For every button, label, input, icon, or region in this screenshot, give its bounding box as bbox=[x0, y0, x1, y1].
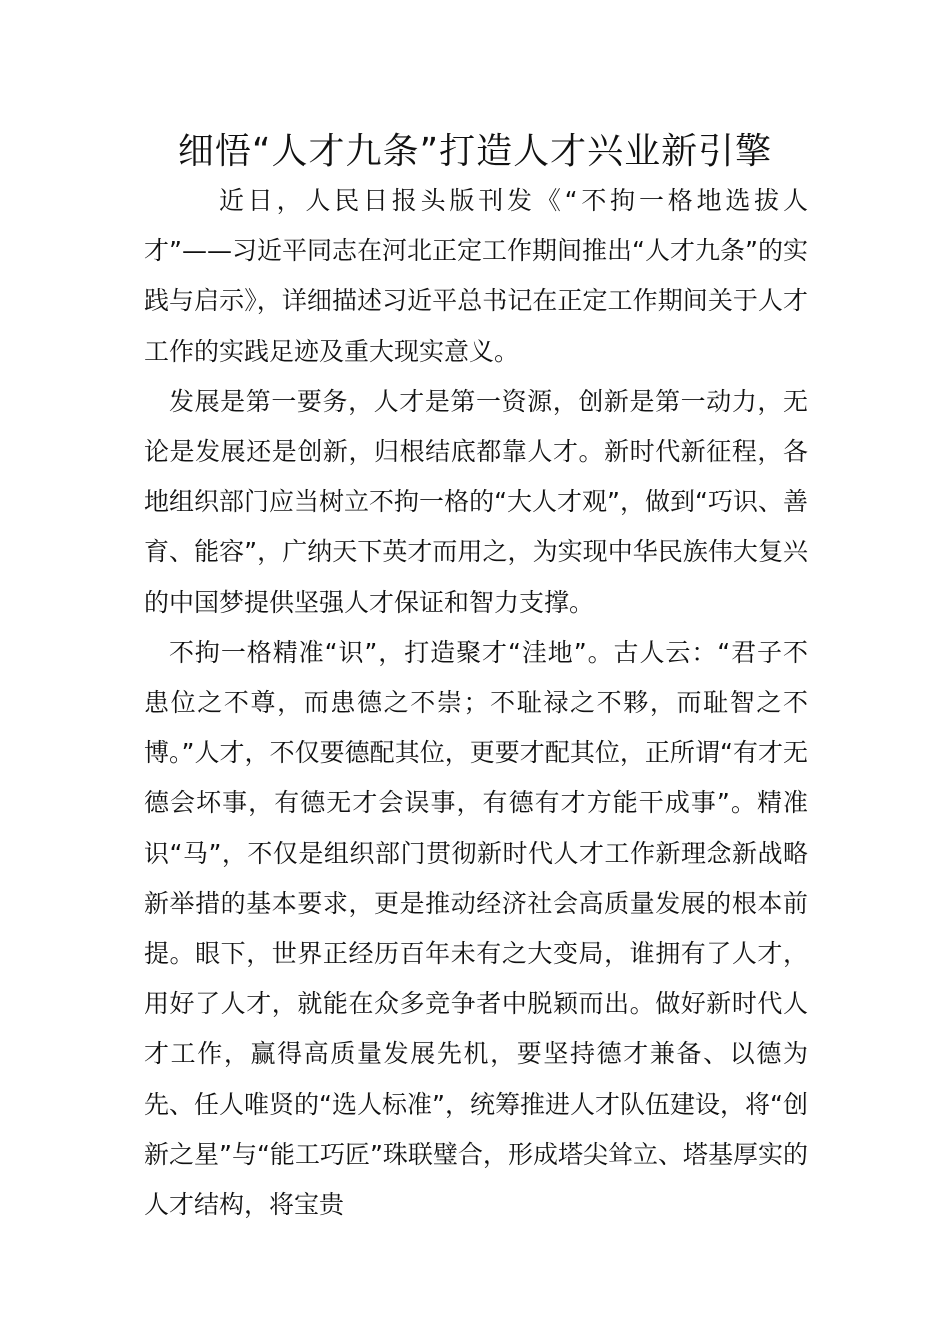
paragraph-development: 发展是第一要务，人才是第一资源，创新是第一动力，无论是发展还是创新，归根结底都靠人才。新时代新征程，各地组织部门应当树立不拘一格的“大人才观”，做到“巧识、善育、能容”，广纳天下英才而用之，为实现中华民族伟大复兴的中国梦提供坚强人才保证和智力支撑。 bbox=[144, 386, 808, 617]
document-body bbox=[144, 176, 808, 1230]
paragraph-intro: 近日，人民日报头版刊发《“不拘一格地选拔人才”——习近平同志在河北正定工作期间推出“人才九条”的实践与启示》，详细描述习近平总书记在正定工作期间关于人才工作的实践足迹及重大现实意义。 bbox=[144, 186, 808, 366]
paragraph-identify-talent: 不拘一格精准“识”，打造聚才“洼地”。古人云：“君子不患位之不尊，而患德之不崇；不耻禄之不夥，而耻智之不博。”人才，不仅要德配其位，更要才配其位，正所谓“有才无德会坏事，有德无才会误事，有德有才方能干成事”。精准识“马”，不仅是组织部门贯彻新时代人才工作新理念新战略新举措的基本要求，更是推动经济社会高质量发展的根本前提。眼下，世界正经历百年未有之大变局，谁拥有了人才，用好了人才，就能在众多竞争者中脱颖而出。做好新时代人才工作，赢得高质量发展先机，要坚持德才兼备、以德为先、任人唯贤的“选人标准”，统筹推进人才队伍建设，将“创新之星”与“能工巧匠”珠联璧合，形成塔尖耸立、塔基厚实的人才结构，将宝贵 bbox=[144, 637, 808, 1220]
document-title: 细悟“人才九条”打造人才兴业新引擎 bbox=[177, 131, 773, 172]
